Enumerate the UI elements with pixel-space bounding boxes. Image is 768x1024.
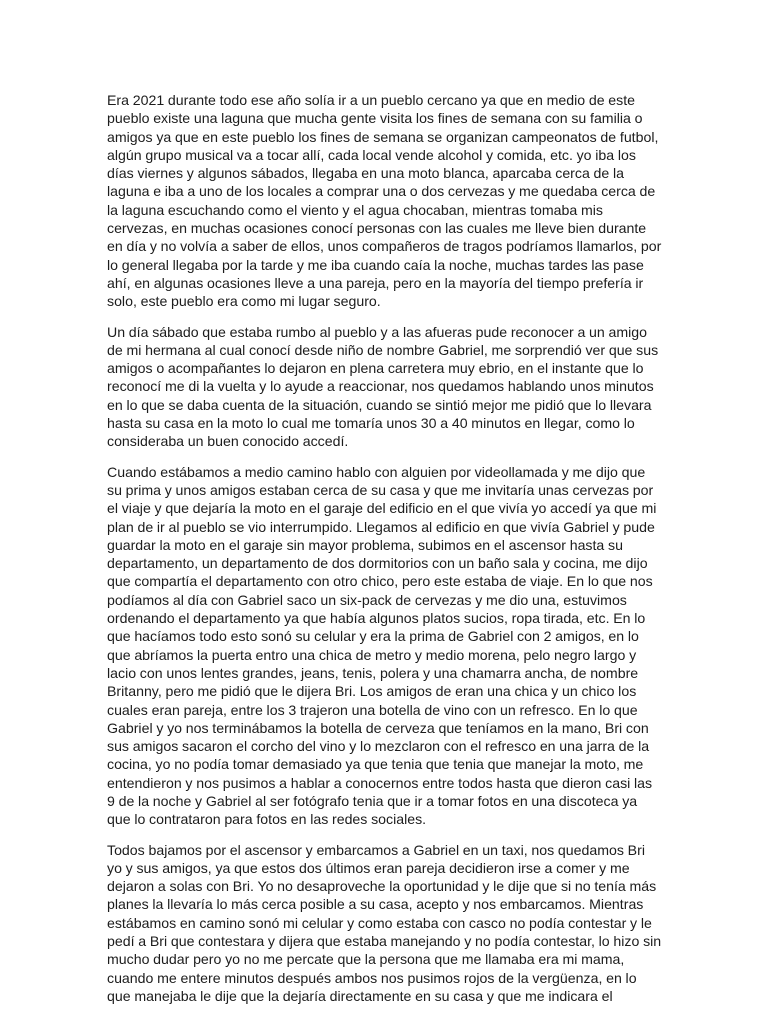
paragraph-2: Un día sábado que estaba rumbo al pueblo y a las afueras pude reconocer a un amigo de mi hermana al cual conocí desde niño de nombre Gabriel, me sorprendió ver que sus amigos o acompañantes lo dejaron en plena carretera muy ebrio, en el instante que lo reconocí me di la vuelta y lo ayude a reaccionar, nos quedamos hablando unos minutos en lo que se daba cuenta de la situación, cuando se sintió mejor me pidió que lo llevara hasta su casa en la moto lo cual me tomaría unos 30 a 40 minutos en llegar, como lo consideraba un buen conocido accedí. — [107, 323, 659, 450]
paragraph-3: Cuando estábamos a medio camino hablo con alguien por videollamada y me dijo que su prima y unos amigos estaban cerca de su casa y que me invitaría unas cervezas por el viaje y que dejaría la moto en el garaje del edificio en el que vivía yo accedí ya que mi plan de ir al pueblo se vio interrumpido. Llegamos al edificio en que vivía Gabriel y pude guardar la moto en el garaje sin mayor problema, subimos en el ascensor hasta su departamento, un departamento de dos dormitorios con un baño sala y cocina, me dijo que compartía el departamento con otro chico, pero este estaba de viaje. En lo que nos podíamos al día con Gabriel saco un six-pack de cervezas y me dio una, estuvimos ordenando el departamento ya que había algunos platos sucios, ropa tirada, etc. En lo que hacíamos todo esto sonó su celular y era la prima de Gabriel con 2 amigos, en lo que abríamos la puerta entro una chica de metro y medio morena, pelo negro largo y lacio con unos lentes grandes, jeans, tenis, polera y una chamarra ancha, de nombre Britanny, pero me pidió que le dijera Bri. Los amigos de eran una chica y un chico los cuales eran pareja, entre los 3 trajeron una botella de vino con un refresco. En lo que Gabriel y yo nos terminábamos la botella de cerveza que teníamos en la mano, Bri con sus amigos sacaron el corcho del vino y lo mezclaron con el refresco en una jarra de la cocina, yo no podía tomar demasiado ya que tenia que tenia que manejar la moto, me entendieron y nos pusimos a hablar a conocernos entre todos hasta que dieron casi las 9 de la noche y Gabriel al ser fotógrafo tenia que ir a tomar fotos en una discoteca ya que lo contrataron para fotos en las redes sociales. — [107, 463, 657, 828]
document-page — [107, 91, 662, 1017]
paragraph-1: Era 2021 durante todo ese año solía ir a un pueblo cercano ya que en medio de este pueblo existe una laguna que mucha gente visita los fines de semana con su familia o amigos ya que en este pueblo los fines de semana se organizan campeonatos de futbol, algún grupo musical va a tocar allí, cada local vende alcohol y comida, etc. yo iba los días viernes y algunos sábados, llegaba en una moto blanca, aparcaba cerca de la laguna e iba a uno de los locales a comprar una o dos cervezas y me quedaba cerca de la laguna escuchando como el viento y el agua chocaban, mientras tomaba mis cervezas, en muchas ocasiones conocí personas con las cuales me lleve bien durante en día y no volvía a saber de ellos, unos compañeros de tragos podríamos llamarlos, por lo general llegaba por la tarde y me iba cuando caía la noche, muchas tardes las pase ahí, en algunas ocasiones lleve a una pareja, pero en la mayoría del tiempo prefería ir solo, este pueblo era como mi lugar seguro. — [107, 92, 662, 310]
paragraph-4: Todos bajamos por el ascensor y embarcamos a Gabriel en un taxi, nos quedamos Bri yo y sus amigos, ya que estos dos últimos eran pareja decidieron irse a comer y me dejaron a solas con Bri. Yo no desaproveche la oportunidad y le dije que si no tenía más planes la llevaría lo más cerca posible a su casa, acepto y nos embarcamos. Mientras estábamos en camino sonó mi celular y como estaba con casco no podía contestar y le pedí a Bri que contestara y dijera que estaba manejando y no podía contestar, lo hizo sin mucho dudar pero yo no me percate que la persona que me llamaba era mi mama, cuando me entere minutos después ambos nos pusimos rojos de la vergüenza, en lo que manejaba le dije que la dejaría directamente en su casa y que me indicara el — [107, 841, 662, 1004]
